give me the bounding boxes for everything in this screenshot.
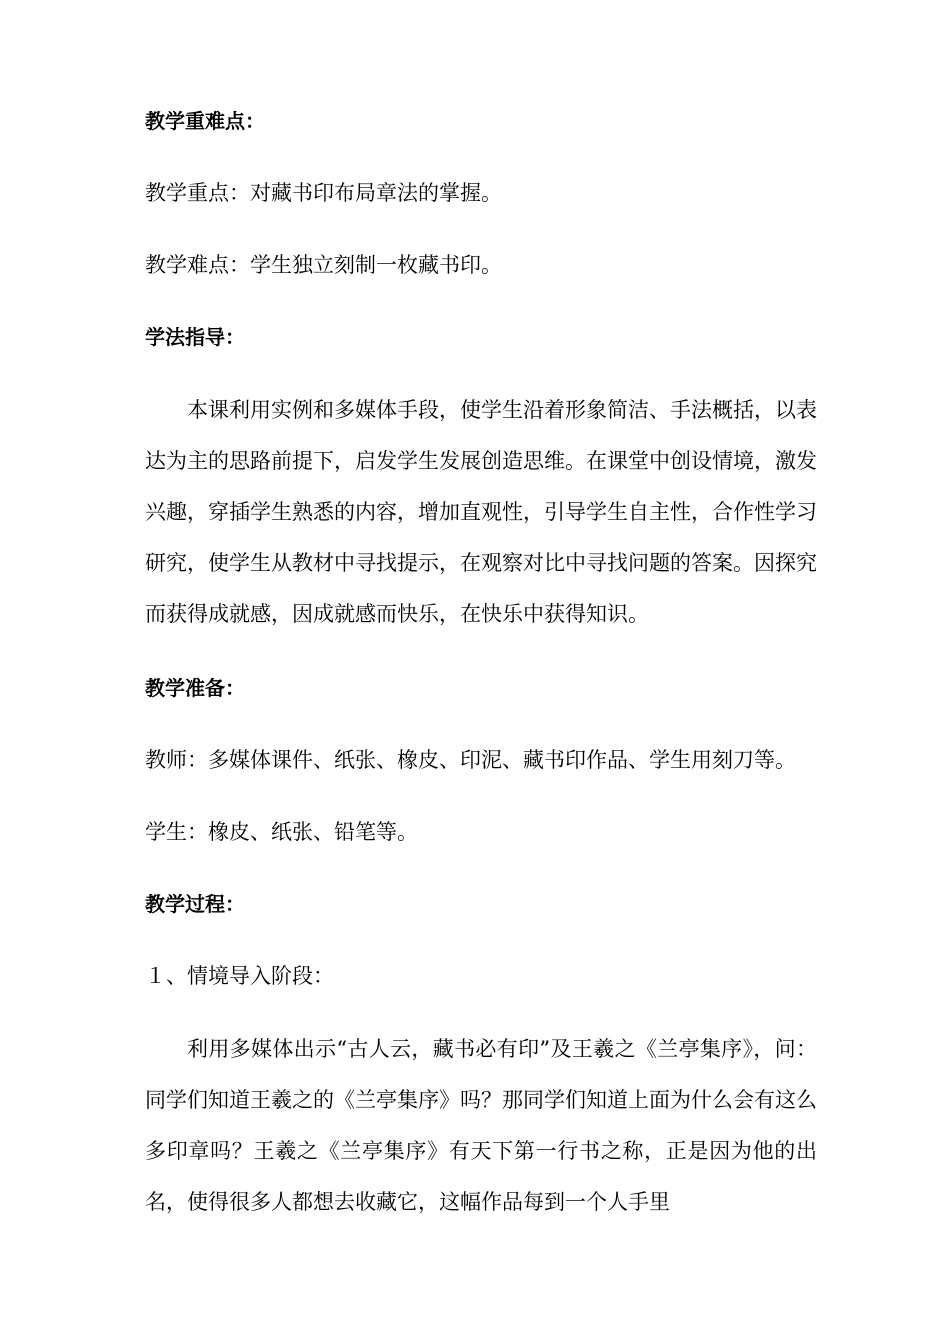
method-paragraph: 本课利用实例和多媒体手段，使学生沿着形象简洁、手法概括，以表达为主的思路前提下，启发学生发展创造思维。在课堂中创设情境，激发兴趣，穿插学生熟悉的内容，增加直观性，引导学生自主性，合作性学习研究，使学生从教材中寻找提示，在观察对比中寻找问题的答案。因探究而获得成就感，因成就感而快乐，在快乐中获得知识。: [145, 398, 817, 626]
spacer: [145, 285, 817, 317]
key-points-heading: 教学重难点：: [145, 109, 265, 133]
spacer: [145, 708, 817, 740]
spacer: [145, 213, 817, 245]
spacer: [145, 852, 817, 884]
prep-student-text: 学生：橡皮、纸张、铅笔等。: [145, 820, 418, 844]
key-point-text: 教学重点：对藏书印布局章法的掌握。: [145, 181, 502, 205]
process-heading: 教学过程：: [145, 892, 245, 916]
method-heading: 学法指导：: [145, 325, 245, 349]
prep-teacher-text: 教师：多媒体课件、纸张、橡皮、印泥、藏书印作品、学生用刻刀等。: [145, 748, 796, 772]
spacer: [145, 640, 817, 668]
spacer: [145, 141, 817, 173]
spacer: [145, 780, 817, 812]
difficult-point-text: 教学难点：学生独立刻制一枚藏书印。: [145, 253, 502, 277]
document-body: [145, 101, 817, 1228]
spacer: [145, 996, 817, 1024]
spacer: [145, 924, 817, 956]
stage-1-title: １、情境导入阶段：: [145, 964, 334, 988]
spacer: [145, 357, 817, 385]
prep-heading: 教学准备：: [145, 676, 245, 700]
stage-1-paragraph: 利用多媒体出示“古人云，藏书必有印”及王羲之《兰亭集序》，问：同学们知道王羲之的《兰亭集序》吗？那同学们知道上面为什么会有这么多印章吗？王羲之《兰亭集序》有天下第一行书之称，正是因为他的出名，使得很多人都想去收藏它，这幅作品每到一个人手里: [145, 1037, 817, 1214]
